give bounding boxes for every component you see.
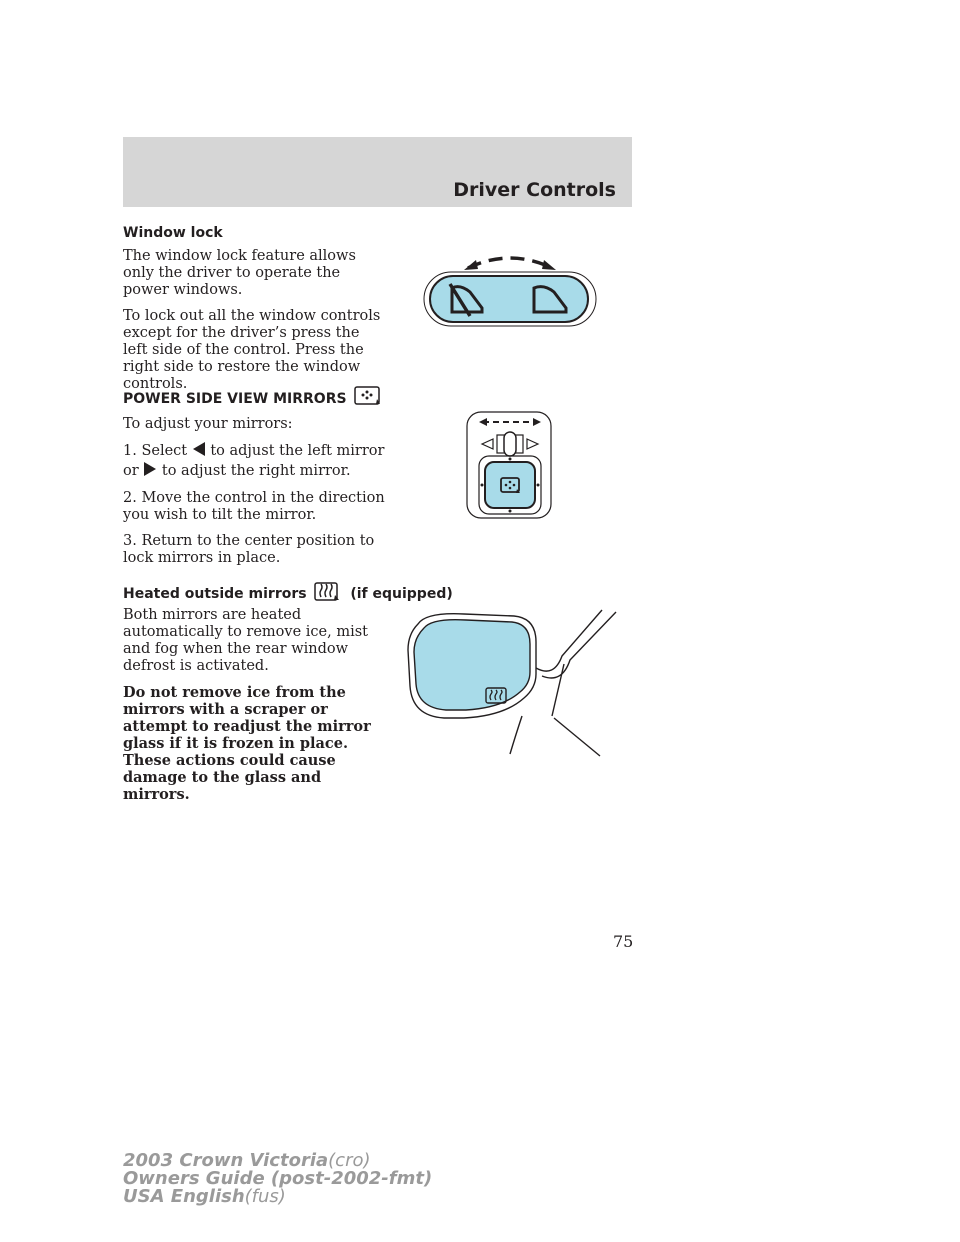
footer-model: 2003 Crown Victoria	[123, 1150, 329, 1171]
heated-mirrors-warning: Do not remove ice from the mirrors with a scraper or attempt to readjust the mirror glass if it is frozen in place. These actions could cause damage to the glass and mirrors.	[123, 684, 371, 803]
step1-part-c: to adjust the right mirror.	[161, 463, 351, 479]
mirror-control-illustration	[465, 410, 555, 522]
footer-line-3	[123, 1188, 432, 1206]
right-mirror-select-icon	[143, 462, 157, 476]
window-lock-section	[123, 224, 388, 393]
window-lock-paragraph-2: To lock out all the window controls except for the driver’s press the left side of the control. Press the right side to restore the window controls.	[123, 308, 381, 392]
heated-heading-suffix: (if equipped)	[350, 586, 453, 602]
heated-heading-text: Heated outside mirrors	[123, 586, 307, 602]
footer-line-2: Owners Guide (post-2002-fmt)	[123, 1168, 433, 1189]
window-lock-switch-illustration	[420, 250, 600, 330]
mirror-defrost-icon	[313, 581, 341, 603]
footer-language-code: (fus)	[244, 1186, 286, 1207]
mirrors-step-2: 2. Move the control in the direction you wish to tilt the mirror.	[123, 490, 385, 523]
mirrors-heading	[123, 385, 388, 408]
step1-part-b: to adjust the left mirror or	[123, 443, 385, 479]
mirrors-section	[123, 385, 388, 567]
heated-mirrors-section	[123, 607, 388, 803]
mirrors-heading-text: POWER SIDE VIEW MIRRORS	[123, 391, 347, 407]
footer-language: USA English	[123, 1186, 245, 1207]
window-lock-heading: Window lock	[123, 225, 223, 241]
mirror-adjust-icon	[351, 385, 381, 407]
header-band	[123, 137, 632, 207]
mirrors-step-1	[123, 441, 388, 481]
step1-part-a: 1. Select	[123, 443, 188, 459]
heated-mirrors-heading	[123, 581, 563, 603]
mirrors-intro: To adjust your mirrors:	[123, 416, 293, 432]
mirrors-step-3: 3. Return to the center position to lock mirrors in place.	[123, 533, 375, 566]
footer-model-code: (cro)	[328, 1150, 371, 1171]
left-mirror-select-icon	[192, 442, 206, 456]
section-title: Driver Controls	[453, 179, 616, 201]
heated-mirror-illustration	[404, 606, 624, 758]
document-footer	[123, 1152, 432, 1206]
window-lock-paragraph-1: The window lock feature allows only the driver to operate the power windows.	[123, 248, 356, 298]
page-number: 75	[613, 932, 634, 951]
heated-mirrors-paragraph: Both mirrors are heated automatically to remove ice, mist and fog when the rear window defrost is activated.	[123, 607, 368, 674]
